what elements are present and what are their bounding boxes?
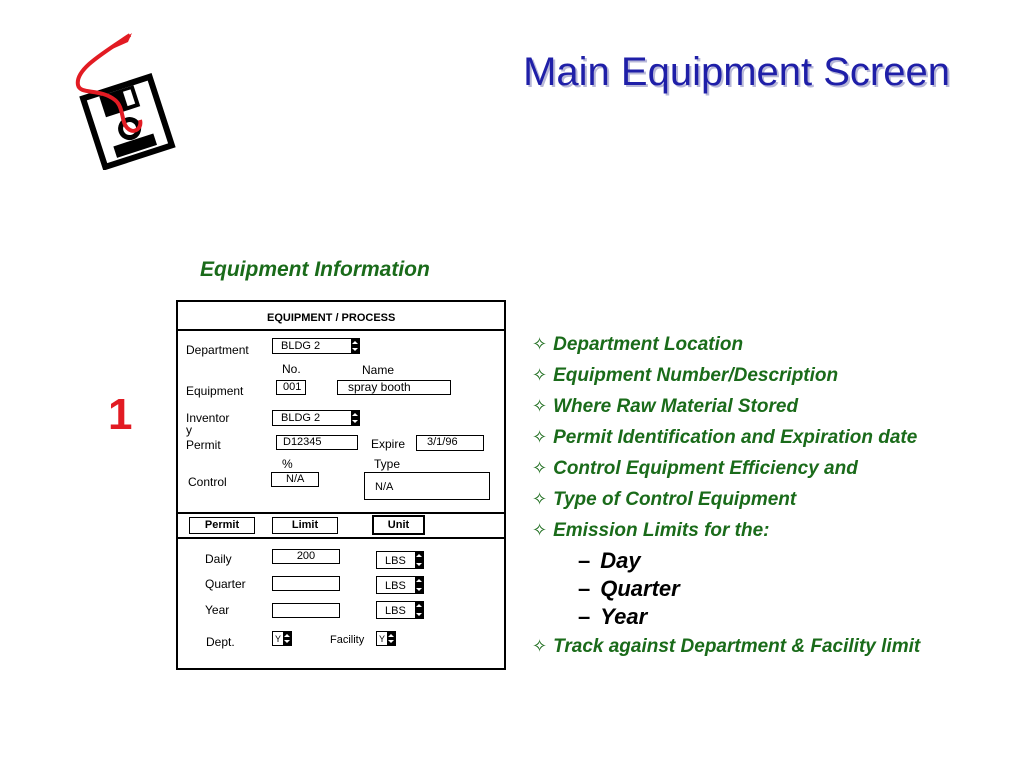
star-bullet-icon: ✧ [532,489,548,509]
sub-list-item: – Day [578,548,641,573]
facility-dropdown[interactable] [376,631,396,646]
control-type-label: Type [374,457,401,471]
dept-label: Dept. [206,635,235,649]
dropdown-arrow-icon[interactable] [387,632,395,645]
dash-bullet-icon: – [578,604,591,629]
daily-unit-value: LBS [385,555,406,567]
inventory-label: Inventor [186,411,230,425]
star-bullet-icon: ✧ [532,427,548,447]
sub-list-item: – Quarter [578,576,680,601]
quarter-label: Quarter [205,577,246,591]
dash-bullet-icon: – [578,576,591,601]
year-unit-dropdown[interactable] [376,601,424,619]
inventory-value: BLDG 2 [281,412,321,424]
dropdown-arrow-icon[interactable] [351,339,359,353]
list-item: ✧ Where Raw Material Stored [532,396,799,417]
form-divider [176,537,506,539]
star-bullet-icon: ✧ [532,458,548,478]
dropdown-arrow-icon[interactable] [415,577,423,593]
list-item: ✧ Permit Identification and Expiration date [532,427,918,448]
list-item: ✧ Emission Limits for the: [532,520,770,541]
slide-number: 1 [108,390,133,439]
list-item: ✧ Type of Control Equipment [532,489,797,510]
facility-value: Y [379,634,386,644]
list-item: ✧ Track against Department & Facility limit [532,636,921,657]
equipment-name-label: Name [362,363,395,377]
control-percent-label: % [282,457,293,471]
tab-limit[interactable]: Limit [272,517,338,534]
daily-limit-field[interactable]: 200 [272,549,340,564]
equipment-label: Equipment [186,384,244,398]
star-bullet-icon: ✧ [532,636,548,656]
list-item: ✧ Control Equipment Efficiency and [532,458,858,479]
daily-label: Daily [205,552,232,566]
permit-label: Permit [186,438,221,452]
permit-field[interactable]: D12345 [276,435,358,450]
department-label: Department [186,343,249,357]
dash-bullet-icon: – [578,548,591,573]
daily-unit-dropdown[interactable] [376,551,424,569]
expire-field[interactable]: 3/1/96 [416,435,484,451]
tab-permit[interactable]: Permit [189,517,255,534]
inventory-label-wrap: y [186,423,192,437]
dropdown-arrow-icon[interactable] [283,632,291,645]
star-bullet-icon: ✧ [532,520,548,540]
star-bullet-icon: ✧ [532,365,548,385]
expire-label: Expire [371,437,406,451]
form-divider [176,329,506,331]
year-label: Year [205,603,230,617]
control-label: Control [188,475,227,489]
dropdown-arrow-icon[interactable] [351,411,359,425]
dropdown-arrow-icon[interactable] [415,602,423,618]
tab-unit[interactable]: Unit [372,515,425,535]
dropdown-arrow-icon[interactable] [415,552,423,568]
page-title: Main Equipment Screen [523,50,950,94]
department-value: BLDG 2 [281,340,321,352]
quarter-unit-value: LBS [385,580,406,592]
section-title: Equipment Information [200,258,430,281]
control-type-field[interactable]: N/A [364,472,490,500]
list-item: ✧ Department Location [532,334,744,355]
control-percent-field[interactable]: N/A [271,472,319,487]
quarter-unit-dropdown[interactable] [376,576,424,594]
dept-dropdown[interactable] [272,631,292,646]
dept-value: Y [275,634,282,644]
sub-list-item: – Year [578,604,648,629]
year-limit-field[interactable] [272,603,340,618]
form-divider [176,512,506,514]
star-bullet-icon: ✧ [532,396,548,416]
equipment-no-label: No. [282,362,301,376]
form-header: EQUIPMENT / PROCESS [267,312,396,324]
department-dropdown[interactable] [272,338,360,354]
year-unit-value: LBS [385,605,406,617]
list-item: ✧ Equipment Number/Description [532,365,839,386]
floppy-disk-logo-icon [70,30,180,170]
quarter-limit-field[interactable] [272,576,340,591]
equipment-name-field[interactable]: spray booth [337,380,451,395]
inventory-dropdown[interactable] [272,410,360,426]
facility-label: Facility [330,634,365,646]
star-bullet-icon: ✧ [532,334,548,354]
equipment-no-field[interactable]: 001 [276,380,306,395]
